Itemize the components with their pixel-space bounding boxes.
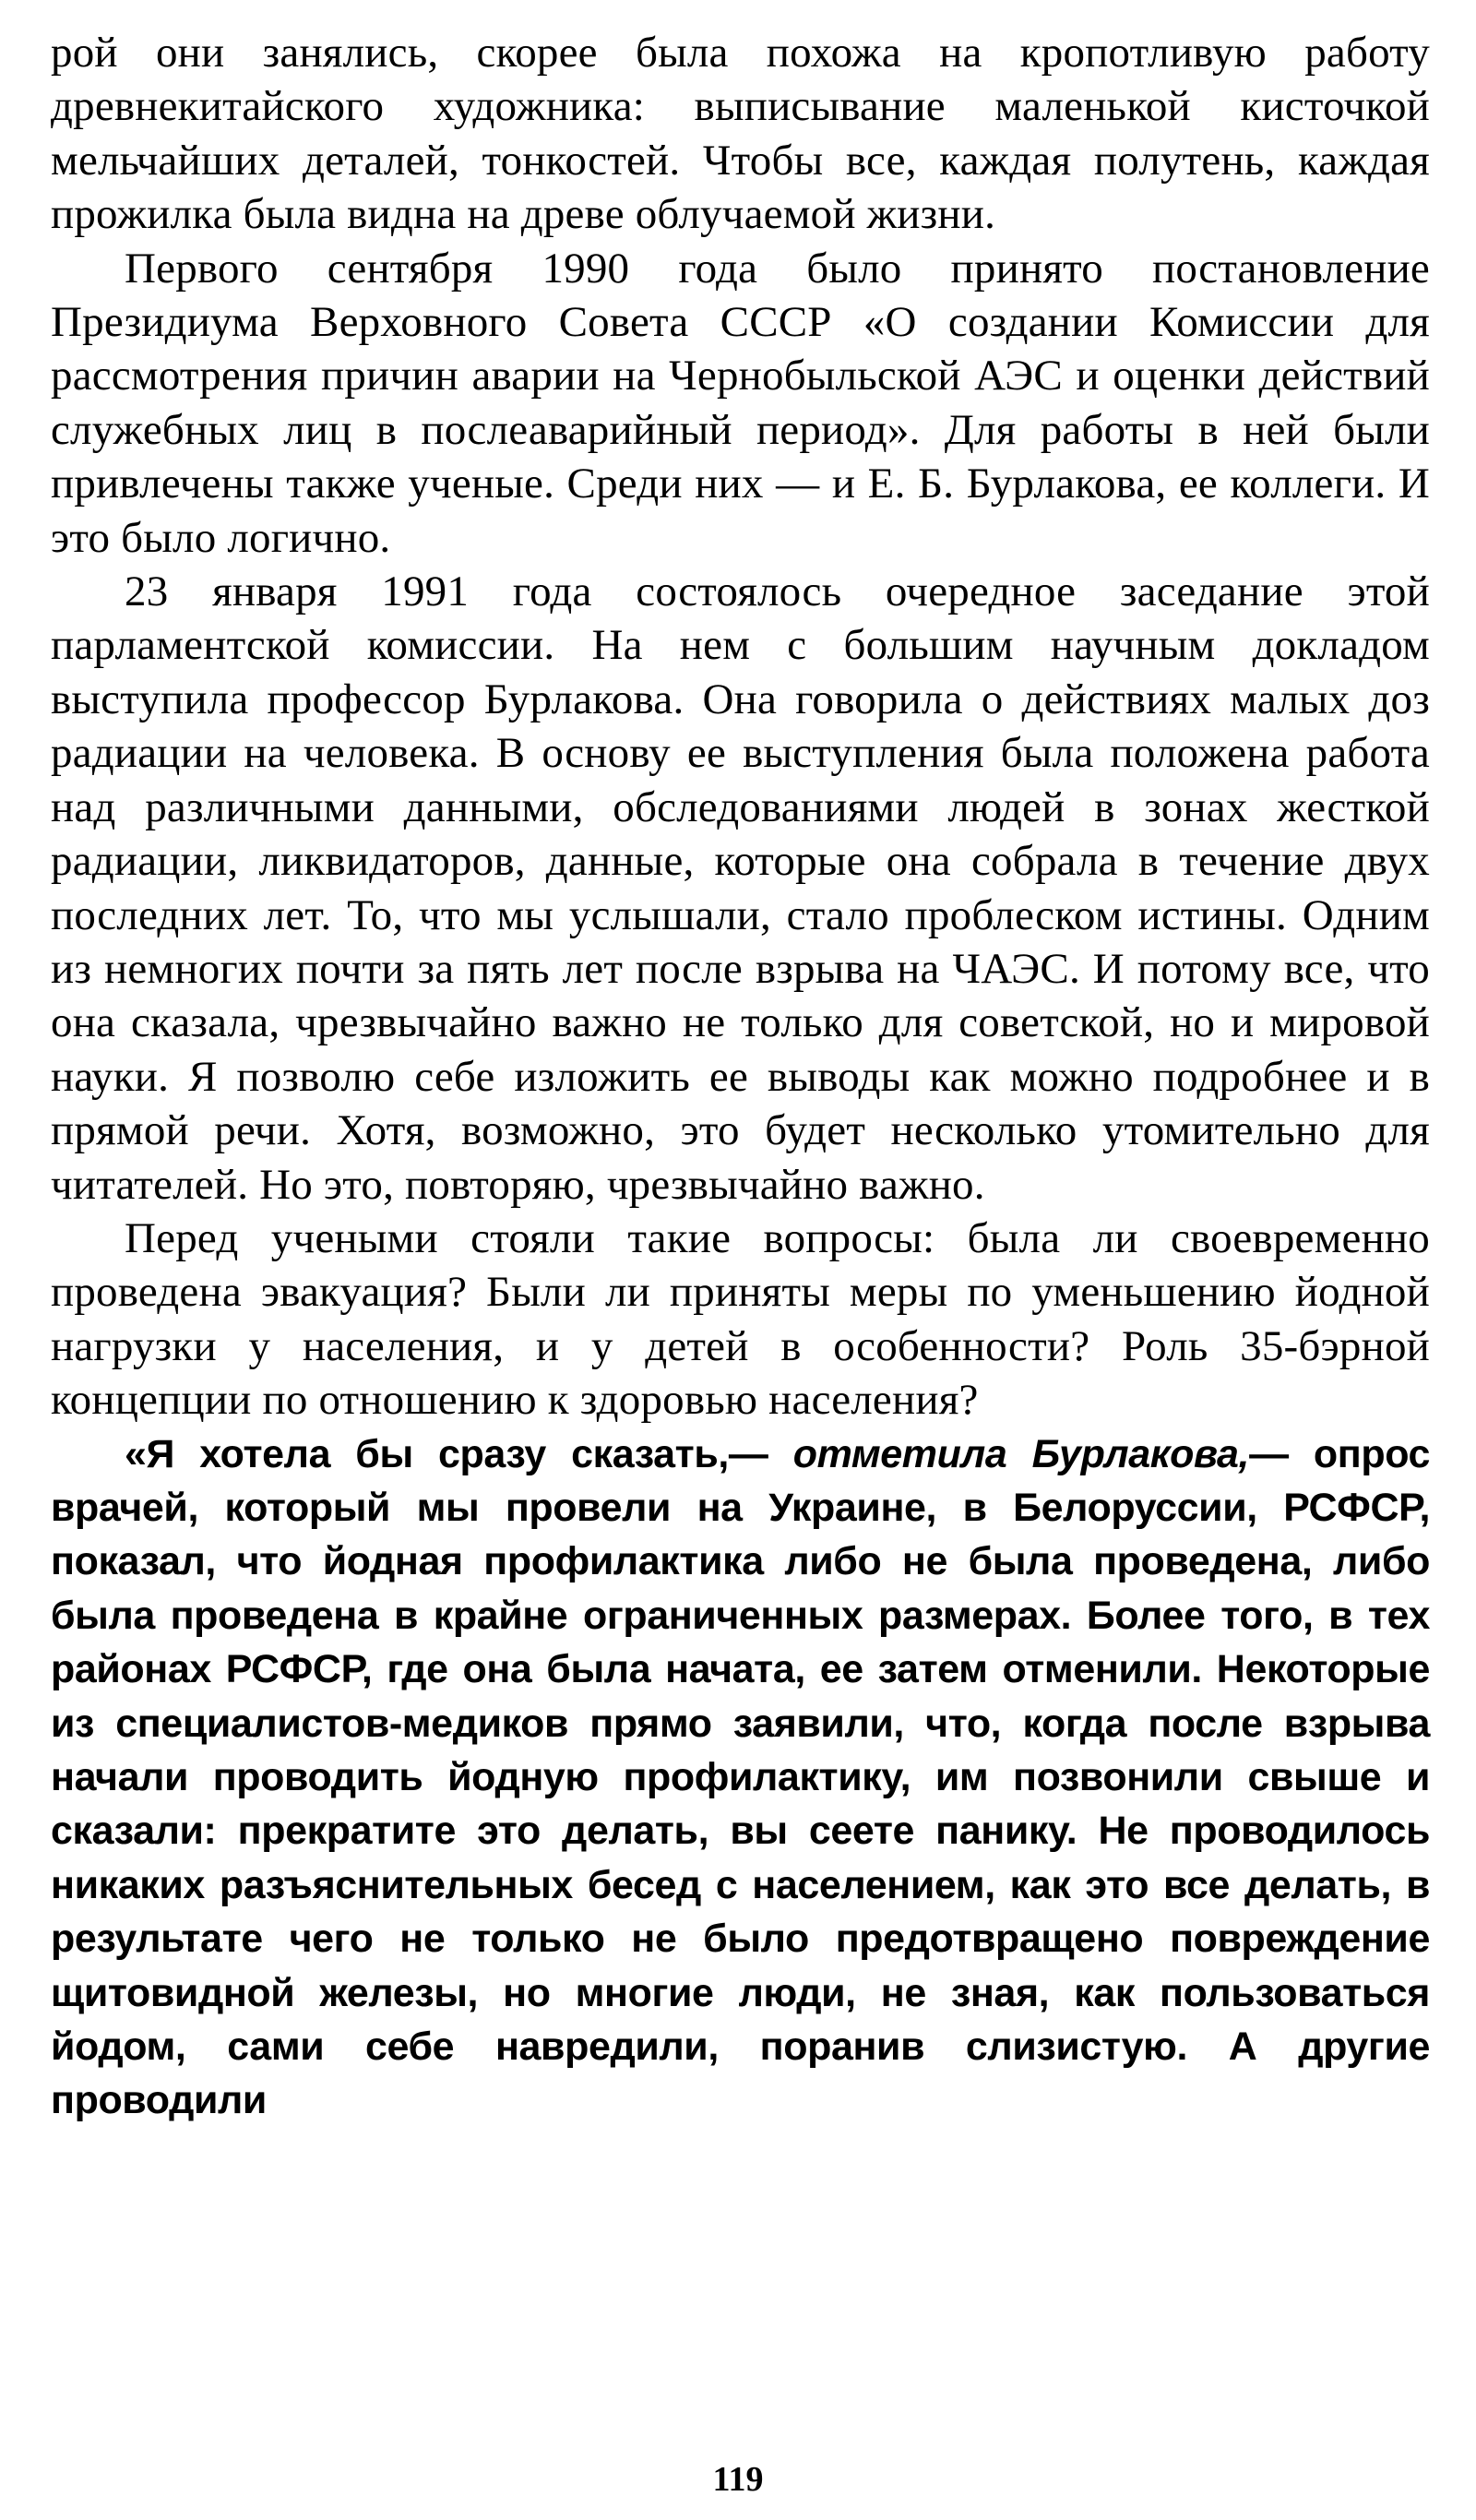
quote-rest: — опрос врачей, который мы провели на Украине, в Белоруссии, РСФСР, показал, что йодная профилактика либо не была проведена, либо была проведена в крайне ограниченных размерах. Более того, в тех районах РСФСР, где она была начата, ее затем отменили. Некоторые из специалистов-медиков прямо заявили, что, когда после взрыва начали проводить йодную профилактику, им позвонили свыше и сказали: прекратите это делать, вы сеете панику. Не проводилось никаких разъяснительных бесед с населением, как это все делать, в результате чего не только не было предотвращено повреждение щитовидной железы, но многие люди, не зная, как пользоваться йодом, сами себе навредили, поранив слизистую. А другие проводили [51,1431,1431,2123]
quote-start: «Я хотела бы сразу сказать,— [125,1431,793,1476]
quote-attribution: отметила Бурлакова, [792,1431,1250,1476]
quote-paragraph [51,1427,1430,2128]
paragraph-4: Перед учеными стояли такие вопросы: была ли своевременно проведена эвакуация? Были ли приняты меры по уменьшению йодной нагрузки у населения, и у детей в особенности? Роль 35-бэрной концепции по отношению к здоровью населения? [51,1213,1430,1425]
page-number: 119 [712,2460,764,2499]
paragraph-2: Первого сентября 1990 года было принято постановление Президиума Верховного Совета СССР «О создании Комиссии для рассмотрения причин аварии на Чернобыльской АЭС и оценки действий служебных лиц в послеаварийный период». Для работы в ней были привлечены также ученые. Среди них — и Е. Б. Бурлакова, ее коллеги. И это было логично. [51,244,1430,562]
page-body [51,26,1430,2128]
paragraph-1: рой они занялись, скорее была похожа на кропотливую работу древнекитайского художника: выписывание маленькой кисточкой мельчайших деталей, тонкостей. Чтобы все, каждая полутень, каждая прожилка была видна на древе облучаемой жизни. [51,29,1430,239]
paragraph-3: 23 января 1991 года состоялось очередное заседание этой парламентской комиссии. На нем с большим научным докладом выступила профессор Бурлакова. Она говорила о действиях малых доз радиации на человека. В основу ее выступления была положена работа над различными данными, обследованиями людей в зонах жесткой радиации, ликвидаторов, данные, которые она собрала в течение двух последних лет. То, что мы услышали, стало проблеском истины. Одним из немногих почти за пять лет после взрыва на ЧАЭС. И потому все, что она сказала, чрезвычайно важно не только для советской, но и мировой науки. Я позволю себе изложить ее выводы как можно подробнее и в прямой речи. Хотя, возможно, это будет несколько утомительно для читателей. Но это, повторяю, чрезвычайно важно. [51,567,1430,1209]
